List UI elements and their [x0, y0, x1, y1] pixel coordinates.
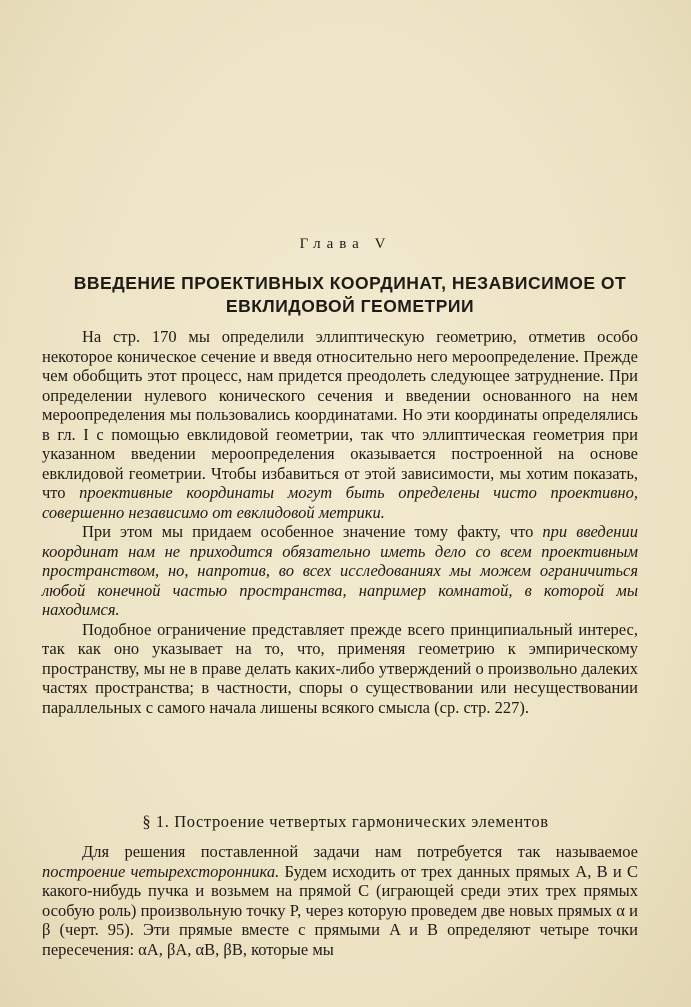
chapter-title: ВВЕДЕНИЕ ПРОЕКТИВНЫХ КООРДИНАТ, НЕЗАВИСИМОЕ ОТ ЕВКЛИДОВОЙ ГЕОМЕТРИИ	[73, 273, 627, 316]
paragraph-1	[42, 327, 638, 522]
paragraph-2-text: При этом мы придаем особенное значение тому факту, что	[82, 522, 543, 541]
paragraph-1-emphasis: проективные координаты могут быть определены чисто проективно, совершенно независимо от евклидовой метрики.	[42, 483, 638, 522]
section-heading: § 1. Построение четвертых гармонических элементов	[142, 812, 549, 831]
section-paragraph-1-emphasis: построение четырехсторонника.	[42, 861, 280, 881]
intro-text-block	[42, 327, 638, 717]
paragraph-3-text: Подобное ограничение представляет прежде всего принципиальный интерес, так как оно указывает на то, что, применяя геометрию к эмпирическому пространству, мы не в праве делать каких-либо утверждений о произвольно далеких частях пространства; в частности, споры о существовании или несуществовании параллельных с самого начала лишены всякого смысла (ср. стр. 227).	[42, 619, 638, 717]
section-paragraph-1-text-a: Для решения поставленной задачи нам потребуется так называемое	[82, 842, 638, 861]
paragraph-2-emphasis: при введении координат нам не приходится обязательно иметь дело со всем проективным пространством, но, напротив, во всех исследованиях мы можем ограничиться любой конечной частью пространства, например комнатой, в которой мы находимся.	[42, 522, 638, 619]
paragraph-2	[42, 522, 638, 620]
chapter-label: Глава V	[299, 236, 392, 252]
paragraph-3	[42, 620, 638, 718]
paragraph-1-text: На стр. 170 мы определили эллиптическую геометрию, отметив особо некоторое коническое сечение и введя относительно него мероопределение. Прежде чем обобщить этот процесс, нам придется преодолеть следующее затруднение. При определении нулевого конического сечения и введении основанного на нем мероопределения мы пользовались координатами. Но эти координаты определялись в гл. I с помощью евклидовой геометрии, так что эллиптическая геометрия при указанном введении мероопределения оказывается построенной на основе евклидовой геометрии. Чтобы избавиться от этой зависимости, мы хотим показать, что	[42, 327, 638, 502]
section-paragraph-1	[42, 842, 638, 959]
section-paragraph-1-text-b: Будем исходить от трех данных прямых A, B и C какого-нибудь пучка и возьмем на прямой C (играющей среди этих трех прямых особую роль) произвольную точку P, через которую проведем две новых прямых α и β (черт. 95). Эти прямые вместе с прямыми A и B определяют четыре точки пересечения: αA, βA, αB, βB, которые мы	[42, 861, 638, 959]
section-text-block	[42, 842, 638, 959]
